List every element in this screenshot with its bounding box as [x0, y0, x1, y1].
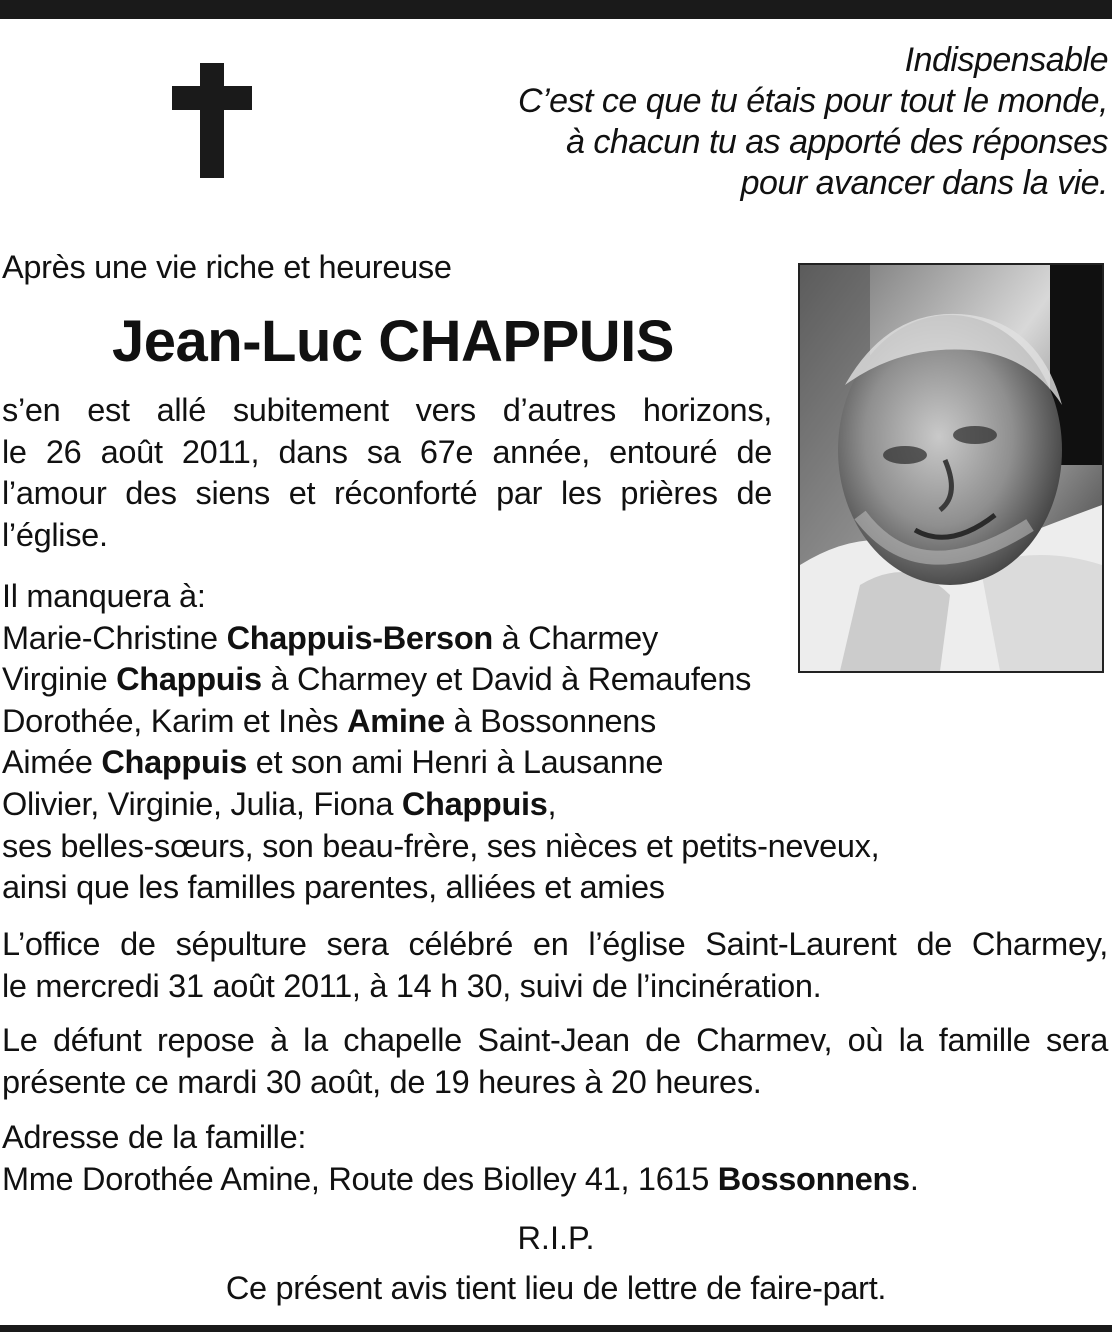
family-extra-line: ainsi que les familles parentes, alliées et amies	[2, 869, 665, 906]
passage-paragraph	[2, 390, 772, 556]
address-line: Mme Dorothée Amine, Route des Biolley 41, 1615 Bossonnens.	[2, 1160, 919, 1197]
address-label: Adresse de la famille:	[2, 1119, 307, 1155]
poem-line: à chacun tu as apporté des réponses	[566, 123, 1108, 161]
list-item: Dorothée, Karim et Inès Amine à Bossonnens	[2, 702, 657, 739]
bottom-rule	[0, 1325, 1112, 1332]
passage-line: s’en est allé subitement vers d’autres horizons,	[2, 392, 772, 428]
passage-line: l’amour des siens et réconforté par les prières de	[2, 475, 772, 511]
intro-text: Après une vie riche et heureuse	[2, 249, 452, 285]
repose-line: présente ce mardi 30 août, de 19 heures à 20 heures.	[2, 1063, 762, 1100]
poem	[518, 40, 1108, 204]
poem-line: C’est ce que tu étais pour tout le monde,	[518, 82, 1108, 120]
list-item: Olivier, Virginie, Julia, Fiona Chappuis,	[2, 785, 557, 822]
list-item: Aimée Chappuis et son ami Henri à Lausanne	[2, 744, 664, 781]
poem-line: Indispensable	[904, 41, 1108, 79]
top-rule	[0, 0, 1112, 19]
list-item: Marie-Christine Chappuis-Berson à Charmey	[2, 619, 658, 656]
family-address	[2, 1117, 919, 1200]
cross-icon	[172, 63, 252, 178]
passage-line: l’église.	[2, 516, 108, 553]
rip-text: R.I.P.	[517, 1220, 595, 1256]
office-paragraph	[2, 924, 1108, 1007]
notice-text: Ce présent avis tient lieu de lettre de faire-part.	[225, 1270, 887, 1306]
passage-line: le 26 août 2011, dans sa 67e année, entouré de	[2, 433, 772, 470]
office-line: le mercredi 31 août 2011, à 14 h 30, suivi de l’incinération.	[2, 967, 822, 1004]
family-extra-line: ses belles-sœurs, son beau-frère, ses nièces et petits-neveux,	[2, 827, 880, 864]
repose-paragraph	[2, 1020, 1108, 1103]
deceased-name: Jean-Luc CHAPPUIS	[112, 309, 674, 374]
poem-line: pour avancer dans la vie.	[740, 164, 1108, 202]
repose-line: Le défunt repose à la chapelle Saint-Jean de Charmev, où la famille sera	[2, 1022, 1108, 1058]
list-item: Virginie Chappuis à Charmey et David à Remaufens	[2, 661, 752, 698]
office-line: L’office de sépulture sera célébré en l’église Saint-Laurent de Charmey,	[2, 926, 1108, 962]
family-heading: Il manquera à:	[2, 578, 206, 614]
family-list	[2, 576, 879, 909]
